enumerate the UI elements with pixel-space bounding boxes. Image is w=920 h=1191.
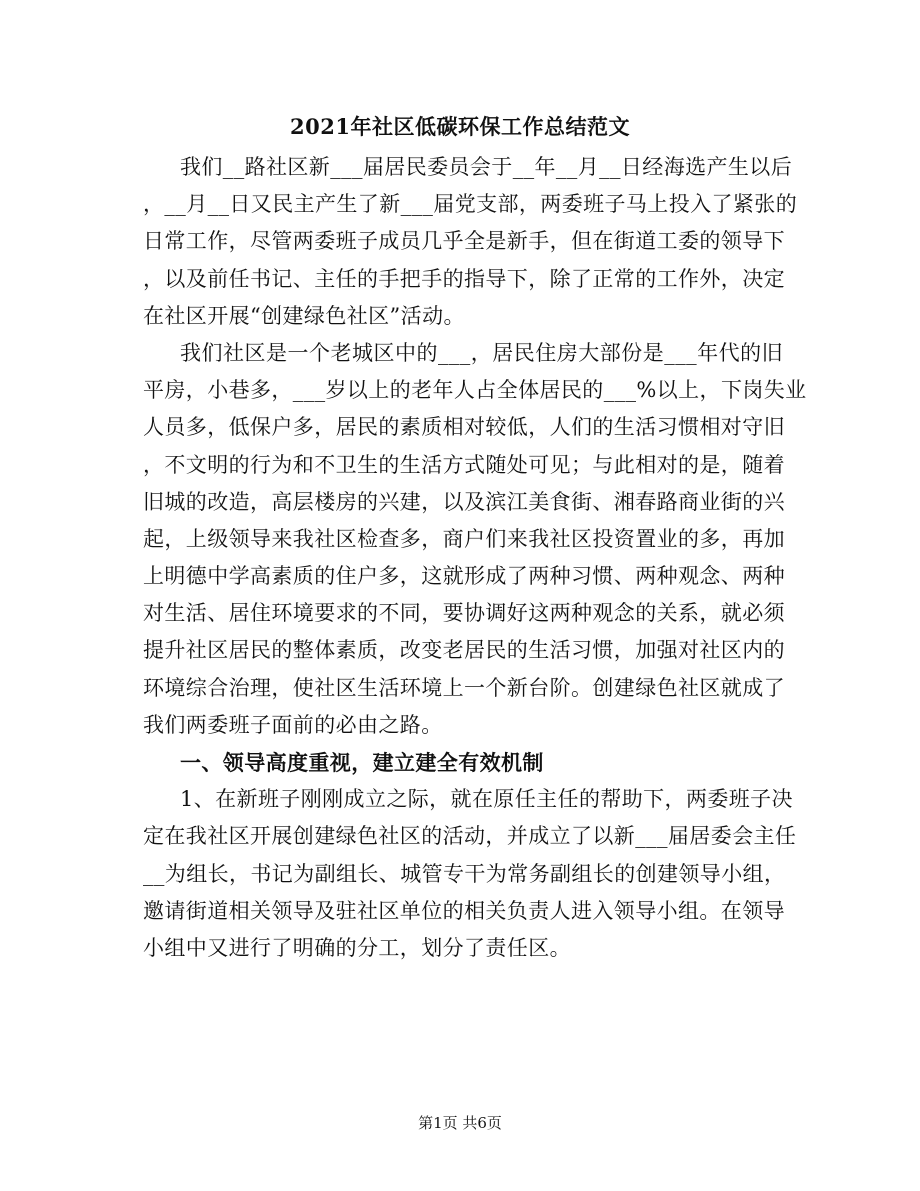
paragraph-line: ，以及前任书记、主任的手把手的指导下，除了正常的工作外，决定 <box>143 266 785 291</box>
paragraph-line: __为组长，书记为副组长、城管专干为常务副组长的创建领导小组， <box>143 861 786 886</box>
page-number: 第1页 共6页 <box>418 1114 502 1132</box>
paragraph-line: 我们社区是一个老城区中的___，居民住房大部份是___年代的旧 <box>180 340 783 365</box>
paragraph-line: 提升社区居民的整体素质，改变老居民的生活习惯，加强对社区内的 <box>143 638 785 663</box>
paragraph-line: ，不文明的行为和不卫生的生活方式随处可见；与此相对的是，随着 <box>143 452 785 477</box>
paragraph-line: 上明德中学高素质的住户多，这就形成了两种习惯、两种观念、两种 <box>143 564 785 589</box>
section-heading: 一、领导高度重视，建立建全有效机制 <box>180 750 544 775</box>
paragraph-line: 我们__路社区新___届居民委员会于__年__月__日经海选产生以后 <box>180 155 793 179</box>
document-title: 2021年社区低碳环保工作总结范文 <box>290 114 630 139</box>
paragraph-line: 日常工作，尽管两委班子成员几乎全是新手，但在街道工委的领导下 <box>143 229 785 254</box>
paragraph-line: 环境综合治理，使社区生活环境上一个新台阶。创建绿色社区就成了 <box>143 675 785 700</box>
paragraph-line: ，__月__日又民主产生了新___届党支部，两委班子马上投入了紧张的 <box>143 192 798 217</box>
paragraph-line: 对生活、居住环境要求的不同，要协调好这两种观念的关系，就必须 <box>143 601 785 626</box>
paragraph-line: 平房，小巷多，___岁以上的老年人占全体居民的___%以上，下岗失业 <box>143 378 807 403</box>
paragraph-line: 定在我社区开展创建绿色社区的活动，并成立了以新___届居委会主任 <box>143 824 797 849</box>
paragraph-line: 1、在新班子刚刚成立之际，就在原任主任的帮助下，两委班子决 <box>180 787 793 812</box>
paragraph-line: 邀请街道相关领导及驻社区单位的相关负责人进入领导小组。在领导 <box>143 898 785 923</box>
paragraph-line: 起，上级领导来我社区检查多，商户们来我社区投资置业的多，再加 <box>143 526 785 551</box>
paragraph-line: 人员多，低保户多，居民的素质相对较低，人们的生活习惯相对守旧 <box>143 415 785 440</box>
paragraph-line: 小组中又进行了明确的分工，划分了责任区。 <box>143 935 571 960</box>
document-body <box>143 149 807 967</box>
paragraph-line: 在社区开展“创建绿色社区”活动。 <box>143 303 465 328</box>
paragraph-line: 旧城的改造，高层楼房的兴建，以及滨江美食街、湘春路商业街的兴 <box>143 489 785 514</box>
paragraph-line: 我们两委班子面前的必由之路。 <box>143 712 443 737</box>
